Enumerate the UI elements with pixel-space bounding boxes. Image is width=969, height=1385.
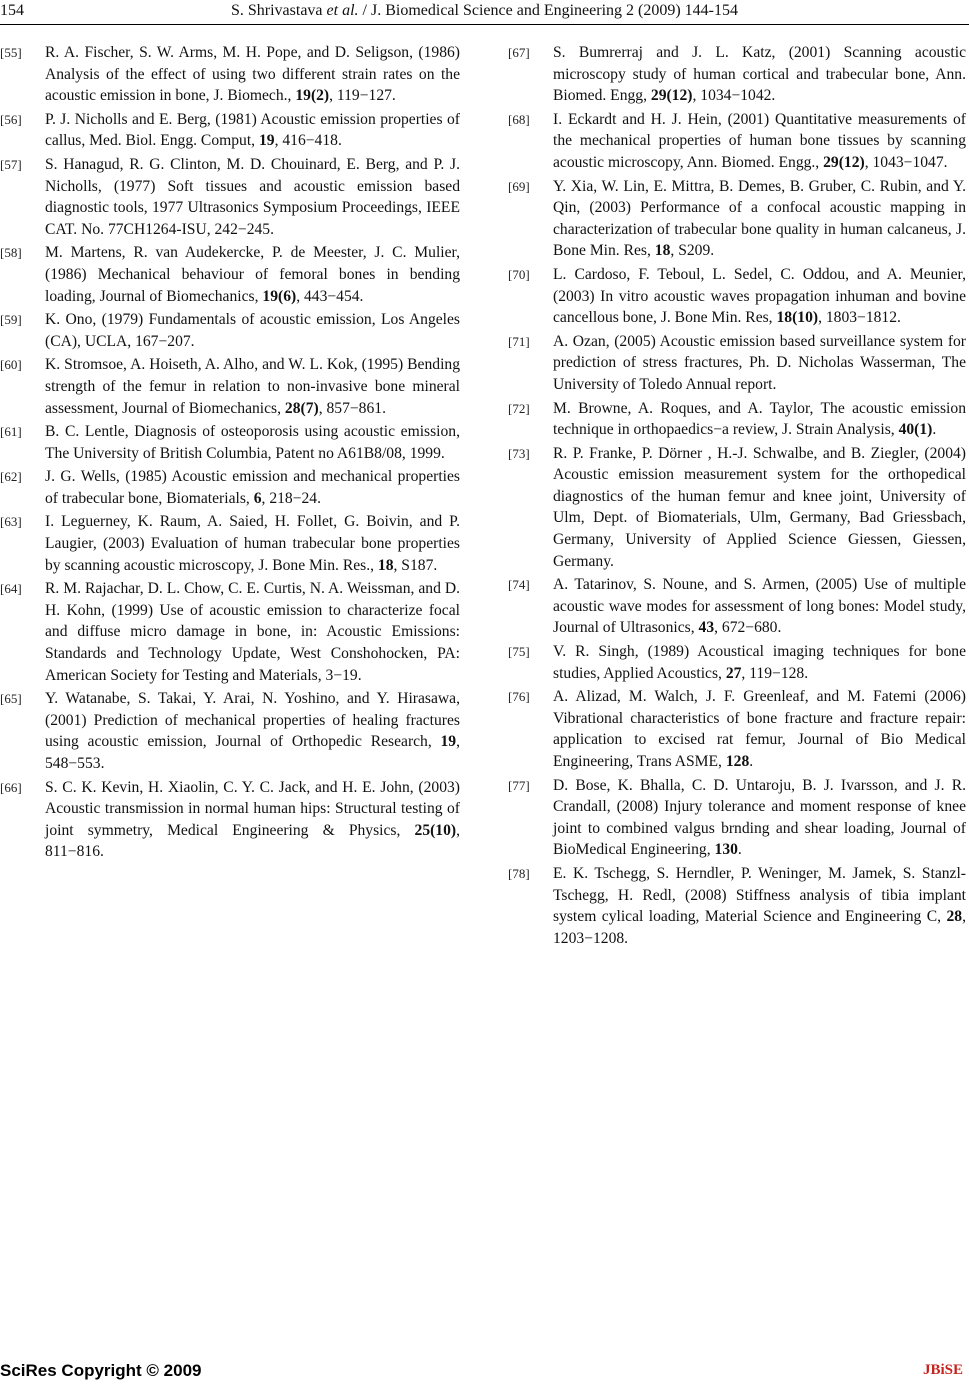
reference-text [45,44,460,104]
reference-body: Y. Xia, W. Lin, E. Mittra, B. Demes, B. Gruber, C. Rubin, and Y. Qin, (2003) Performance of a confocal acoustic mapping in characterization of trabecular bone quality in human calcaneus, J. Bone Min. Res, [553,177,966,260]
running-head-etal: et al. [326,2,359,19]
reference-volume: 19(2) [295,87,330,105]
reference-pages: . [932,421,937,439]
header-rule [0,24,969,25]
reference-text [553,178,966,260]
reference-volume: 29(12) [823,153,865,171]
reference-text [553,445,966,570]
reference-text [45,468,460,507]
reference-item [0,578,460,686]
reference-body: R. P. Franke, P. Dörner , H.-J. Schwalbe, and B. Ziegler, (2004) Acoustic emission measurement system for the orthopedical diagnostics of the human femur and knee joint, University of Ulm, Dept. of Biomaterials, Ulm, Germany, Bad Griessbach, Germany, University of Applied Science Giessen, Giessen, Germany. [553,444,966,570]
reference-text [45,111,460,150]
reference-item [508,109,966,174]
reference-pages: , 672−680. [714,619,782,637]
reference-body: A. Alizad, M. Walch, J. F. Greenleaf, and M. Fatemi (2006) Vibrational characteristics of bone fracture and fracture repair: application to excised rat femur, Journal of Bio Medical Engineering, Trans ASME, [553,688,966,770]
journal-abbreviation: JBiSE [922,1362,963,1378]
reference-volume: 28(7) [284,399,319,417]
reference-text [553,333,966,393]
reference-body: K. Stromsoe, A. Hoiseth, A. Alho, and W. L. Kok, (1995) Bending strength of the femur in relation to non-invasive bone mineral assessment, Journal of Biomechanics, [45,356,460,417]
reference-volume: 19(6) [262,287,297,305]
reference-number: [72] [508,400,530,416]
reference-number: [75] [508,644,530,660]
reference-volume: 29(12) [650,87,693,105]
reference-body: S. Hanagud, R. G. Clinton, M. D. Chouinard, E. Berg, and P. J. Nicholls, (1977) Soft tissues and acoustic emission based diagnostic tools, 1977 Ultrasonics Symposium Proceedings, IEEE CAT. No. 77CH1264-ISU, 242−245. [45,155,460,238]
reference-number: [56] [0,111,22,127]
reference-body: A. Tatarinov, S. Noune, and S. Armen, (2005) Use of multiple acoustic wave modes for assessment of long bones: Model study, Journal of Ultrasonics, [553,576,966,637]
reference-volume: 40(1) [898,421,933,439]
reference-pages: , S209. [670,242,715,260]
reference-number: [71] [508,333,530,349]
reference-body: R. A. Fischer, S. W. Arms, M. H. Pope, and D. Seligson, (1986) Analysis of the effect of using two different strain rates on the acoustic emission in bone, J. Biomech., [45,44,460,105]
reference-text [45,244,460,304]
reference-body: L. Cardoso, F. Teboul, L. Sedel, C. Oddou, and A. Meunier, (2003) In vitro acoustic waves propagation inhuman and bovine cancellous bone, J. Bone Min. Res, [553,265,966,327]
reference-item [508,42,966,107]
references-left-column [0,42,460,865]
reference-number: [64] [0,581,22,597]
reference-item [508,331,966,396]
reference-item [0,511,460,576]
reference-pages: . [749,753,754,770]
reference-volume: 19 [440,733,457,751]
reference-volume: 28 [946,908,963,926]
reference-number: [70] [508,266,530,282]
reference-volume: 18(10) [776,309,819,327]
reference-item [508,264,966,329]
reference-item [0,421,460,464]
reference-text [45,779,460,861]
reference-number: [62] [0,469,22,485]
reference-body: K. Ono, (1979) Fundamentals of acoustic emission, Los Angeles (CA), UCLA, 167−207. [45,311,460,350]
reference-volume: 6 [253,489,262,507]
reference-number: [68] [508,111,530,127]
reference-item [0,354,460,419]
reference-volume: 43 [698,619,715,637]
reference-item [508,176,966,262]
reference-pages: , 1034−1042. [692,87,776,105]
reference-number: [77] [508,777,530,793]
reference-volume: 19 [258,132,275,150]
reference-pages: , S187. [393,556,438,574]
reference-volume: 130 [714,841,738,859]
reference-item [0,154,460,240]
reference-body: S. Bumrerraj and J. L. Katz, (2001) Scanning acoustic microscopy study of human cortical and trabecular bone, Ann. Biomed. Engg, [553,44,966,105]
reference-text [553,266,966,326]
reference-volume: 27 [725,664,742,682]
reference-volume: 18 [377,556,394,574]
reference-body: Y. Watanabe, S. Takai, Y. Arai, N. Yoshino, and Y. Hirasawa, (2001) Prediction of mechanical properties of healing fractures using acoustic emission, Journal of Orthopedic Research, [45,690,460,751]
reference-item [0,777,460,863]
reference-volume: 18 [654,242,671,260]
reference-body: V. R. Singh, (1989) Acoustical imaging techniques for bone studies, Applied Acoustics, [553,643,966,682]
reference-number: [63] [0,514,22,530]
reference-item [508,443,966,573]
reference-body: I. Leguerney, K. Raum, A. Saied, H. Follet, G. Boivin, and P. Laugier, (2003) Evaluation of human trabecular bone properties by scanning acoustic microscopy, J. Bone Min. Res., [45,513,460,574]
reference-number: [73] [508,445,530,461]
reference-text [45,513,460,573]
reference-text [553,865,966,947]
reference-body: E. K. Tschegg, S. Herndler, P. Weninger, M. Jamek, S. Stanzl- Tschegg, H. Redl, (2008) Stiffness analysis of tibia implant system cylical loading, Material Science and Engineering C, [553,864,966,926]
reference-text [45,156,460,238]
reference-number: [57] [0,156,22,172]
reference-body: S. C. K. Kevin, H. Xiaolin, C. Y. C. Jack, and H. E. John, (2003) Acoustic transmission in normal human hips: Structural testing of joint symmetry, Medical Engineering & Physics, [45,778,460,839]
reference-item [508,574,966,639]
reference-pages: , 119−127. [329,87,396,105]
running-head [0,0,969,22]
reference-item [508,863,966,949]
reference-text [45,423,460,462]
reference-text [553,44,966,104]
reference-pages: , 218−24. [261,489,321,507]
reference-item [0,109,460,152]
reference-number: [69] [508,178,530,194]
reference-body: P. J. Nicholls and E. Berg, (1981) Acoustic emission properties of callus, Med. Biol. Engg. Comput, [45,110,460,150]
reference-number: [60] [0,357,22,373]
references-right-column [508,42,966,951]
reference-number: [74] [508,577,530,593]
reference-pages: , 811−816. [45,821,460,861]
reference-number: [67] [508,45,530,60]
reference-pages: , 1203−1208. [553,908,966,947]
page-header [0,0,969,26]
reference-item [508,641,966,684]
reference-number: [58] [0,245,22,261]
reference-pages: , 443−454. [296,287,364,305]
reference-number: [61] [0,424,22,440]
reference-text [553,643,966,682]
reference-body: R. M. Rajachar, D. L. Chow, C. E. Curtis, N. A. Weissman, and D. H. Kohn, (1999) Use of acoustic emission to characterize focal and diffuse micro damage in bone, in: Acoustic Emissions: Standards and Technology Update, West Conshohocken, PA: American Society for Testing and Materials, 3−19. [45,580,460,684]
reference-pages: , 1803−1812. [818,309,901,327]
reference-text [45,580,460,683]
reference-body: I. Eckardt and H. J. Hein, (2001) Quantitative measurements of the mechanical properties of human bone tissues by scanning acoustic microscopy, Ann. Biomed. Engg., [553,110,966,171]
reference-text [553,576,966,636]
reference-text [553,688,966,770]
reference-volume: 25(10) [414,821,457,839]
reference-pages: , 548−553. [45,733,460,772]
reference-item [0,242,460,307]
page-number: 154 [0,2,24,19]
reference-pages: , 119−128. [741,664,809,682]
copyright-notice: SciRes Copyright © 2009 [0,1361,202,1380]
reference-text [553,111,966,171]
running-head-journal: / J. Biomedical Science and Engineering 2 (2009) 144-154 [358,2,738,19]
reference-body: A. Ozan, (2005) Acoustic emission based surveillance system for prediction of stress fractures, Ph. D. Nicholas Wasserman, The University of Toledo Annual report. [553,332,966,393]
reference-number: [65] [0,691,22,707]
reference-text [45,690,460,772]
reference-body: D. Bose, K. Bhalla, C. D. Untaroju, B. J. Ivarsson, and J. R. Crandall, (2008) Injury tolerance and moment response of knee joint to combined valgus brnding and shear loading, Journal of BioMedical Engineering, [553,776,966,859]
reference-pages: , 416−418. [274,132,342,150]
reference-number: [55] [0,45,22,60]
reference-number: [59] [0,312,22,328]
reference-item [0,42,460,107]
reference-number: [66] [0,779,22,795]
running-head-authors: S. Shrivastava [230,2,327,19]
reference-pages: , 1043−1047. [864,153,948,171]
reference-text [553,777,966,859]
reference-item [0,688,460,774]
reference-item [508,686,966,772]
reference-text [553,400,966,439]
reference-number: [76] [508,689,530,705]
reference-item [508,775,966,861]
reference-body: J. G. Wells, (1985) Acoustic emission and mechanical properties of trabecular bone, Biomaterials, [45,468,460,507]
reference-body: M. Martens, R. van Audekercke, P. de Meester, J. C. Mulier, (1986) Mechanical behaviour of femoral bones in bending loading, Journal of Biomechanics, [45,244,460,305]
reference-pages: , 857−861. [318,399,386,417]
reference-item [508,398,966,441]
reference-text [45,356,460,416]
reference-item [0,309,460,352]
reference-body: M. Browne, A. Roques, and A. Taylor, The acoustic emission technique in orthopaedics−a review, J. Strain Analysis, [553,399,966,439]
reference-item [0,466,460,509]
reference-pages: . [737,841,742,859]
reference-number: [78] [508,865,530,881]
reference-volume: 128 [725,753,750,770]
reference-body: B. C. Lentle, Diagnosis of osteoporosis using acoustic emission, The University of British Columbia, Patent no A61B8/08, 1999. [45,423,460,462]
reference-text [45,311,460,350]
